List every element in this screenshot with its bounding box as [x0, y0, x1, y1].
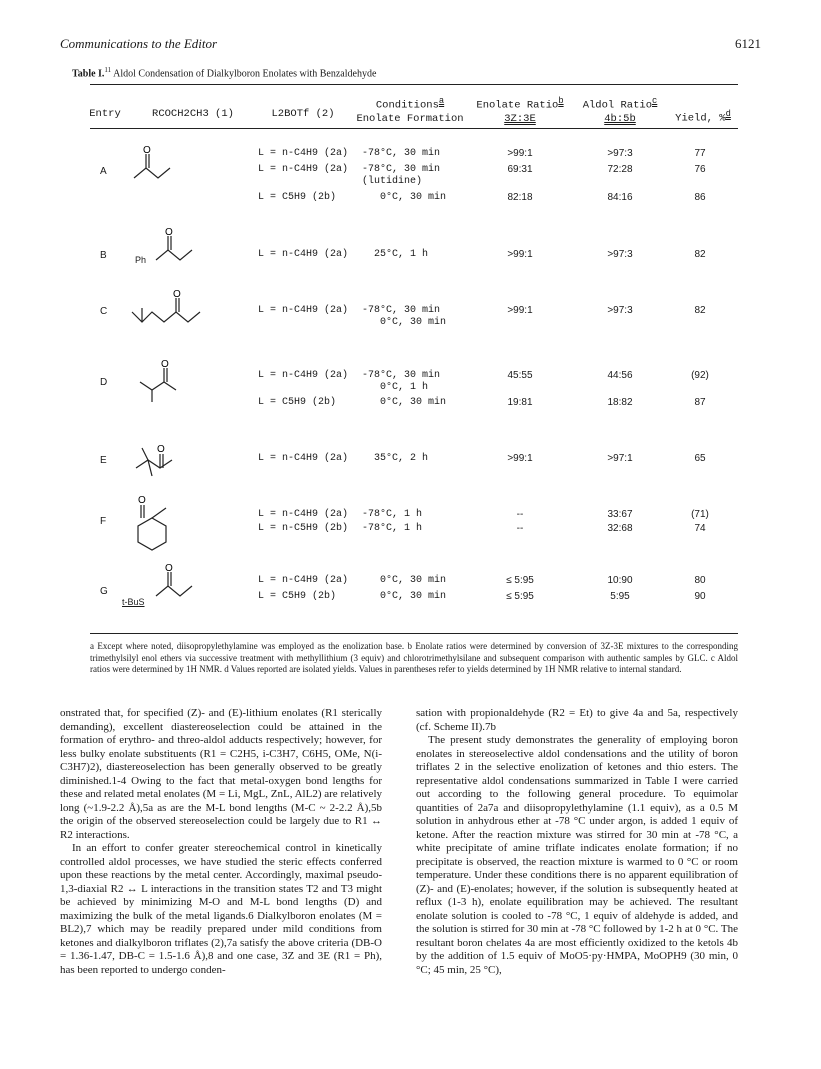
structure-label-tbus: t-BuS — [122, 597, 145, 607]
conditions-cell: 0°C, 30 min — [380, 192, 447, 203]
entry-label: C — [100, 306, 108, 317]
body-paragraph: The present study demonstrates the generality of employing boron enolates in stereoselective aldol condensations and the utility of boron triflates 2 in the selective enolization of ketones and thio esters. The representative aldol condensations summarized in Table I were carried out according to the following general procedure. To equimolar quantities of 2a7a and diisopropylethylamine (1.1 equiv), as a 0.5 M solution in anhydrous ether at -78 °C under argon, is added 1 equiv of ketone. After the reaction mixture was stirred for 30 min at -78 °C, a white precipitate of amine triflate indicates enolate formation; if no precipitate is observed, the reaction mixture is warmed to 0 °C or room temperature. Under these conditions there is no apparent equilibration of (Z)- and (E)-enolates; however, if the solution is subsequently heated at reflux (1-3 h), enolate equilibration may be achieved. The resultant enolate solution is cooled to -78 °C, 1 equiv of aldehyde is added, and the solution is stirred for 30 min at -78 °C followed by 1-2 h at 0 °C. The resultant boron chelates 4a are most efficiently oxidized to the ketols 4b by the addition of 1.5 equiv of MoO5·py·HMPA, MoOPH9 (30 min, 0 °C; 45 min, 25 °C), — [416, 734, 738, 976]
col-conditions: Conditions$^a$ Enolate Formation — [356, 96, 464, 125]
aldol-ratio-cell: 32:68 — [607, 523, 633, 534]
table-top-rule — [90, 84, 738, 85]
conditions-cell: -78°C, 30 min — [362, 148, 441, 159]
enolate-ratio-cell: 19:81 — [507, 397, 533, 408]
conditions-note-cell: 0°C, 1 h — [380, 382, 429, 393]
reagent-cell: L = n-C4H9 (2a) — [258, 249, 349, 260]
svg-text:O: O — [165, 227, 173, 238]
yield-cell: 87 — [694, 397, 706, 408]
body-paragraph: In an effort to confer greater stereochemical control in kinetically controlled aldol processes, we have studied the steric effects conferred upon these reactions by the metal center. Accordingly, maximal pseudo-1,3-diaxial R2 ↔ L interactions in the transition states T2 and T3 might be achieved by minimizing M-O and M-L bond lengths (D) and maximizing the bulk of the metal ligands.6 Dialkylboron enolates (M = BL2),7 which may be readily prepared under mild conditions from ketones and dialkylboron triflates (2),7a satisfy the above criteria (DB-O = 1.36-1.47, DB-C = 1.5-1.6 Å),8 and one case, 3Z and 3E (R1 = Ph), has been reported to undergo conden- — [60, 842, 382, 976]
conditions-cell: -78°C, 30 min — [362, 164, 441, 175]
conditions-cell: -78°C, 30 min — [362, 305, 441, 316]
enolate-ratio-cell: >99:1 — [507, 453, 533, 464]
body-paragraph: sation with propionaldehyde (R2 = Et) to give 4a and 5a, respectively (cf. Scheme II).7b — [416, 707, 738, 733]
enolate-ratio-cell: >99:1 — [507, 249, 533, 260]
yield-cell: 90 — [694, 591, 706, 602]
reagent-cell: L = C5H9 (2b) — [258, 591, 337, 602]
col-reagent: L2BOTf (2) — [271, 108, 335, 120]
reagent-cell: L = n-C4H9 (2a) — [258, 453, 349, 464]
ketone-structure-d — [138, 359, 198, 409]
reagent-cell: L = C5H9 (2b) — [258, 397, 337, 408]
body-left-column — [60, 707, 382, 977]
yield-cell: 82 — [694, 249, 706, 260]
ketone-structure-c — [130, 290, 210, 335]
enolate-ratio-cell: -- — [516, 509, 524, 520]
ketone-structure-a — [132, 146, 192, 191]
yield-cell: 80 — [694, 575, 706, 586]
page-number: 6121 — [735, 36, 761, 51]
enolate-ratio-cell: >99:1 — [507, 305, 533, 316]
entry-label: E — [100, 455, 107, 466]
conditions-cell: -78°C, 30 min — [362, 370, 441, 381]
conditions-cell: 35°C, 2 h — [374, 453, 429, 464]
enolate-ratio-cell: -- — [516, 523, 524, 534]
svg-text:O: O — [157, 444, 165, 455]
aldol-ratio-cell: 84:16 — [607, 192, 633, 203]
conditions-cell: 25°C, 1 h — [374, 249, 429, 260]
aldol-ratio-cell: >97:3 — [607, 305, 633, 316]
ketone-structure-g — [148, 563, 208, 611]
svg-text:O: O — [173, 289, 181, 300]
conditions-cell: 0°C, 30 min — [380, 591, 447, 602]
col-enolate-ratio: Enolate Ratio$^b$ 3Z:3E — [476, 96, 564, 125]
svg-text:O: O — [138, 495, 146, 506]
svg-text:O: O — [161, 359, 169, 370]
aldol-ratio-cell: 33:67 — [607, 509, 633, 520]
table-bottom-rule — [90, 633, 738, 634]
conditions-cell: -78°C, 1 h — [362, 509, 423, 520]
aldol-ratio-cell: 72:28 — [607, 164, 633, 175]
body-right-column — [416, 707, 738, 977]
enolate-ratio-cell: ≤ 5:95 — [506, 575, 534, 586]
svg-text:O: O — [165, 563, 173, 574]
reagent-cell: L = n-C5H9 (2b) — [258, 523, 349, 534]
structure-label-ph: Ph — [135, 255, 147, 265]
reagent-cell: L = n-C4H9 (2a) — [258, 164, 349, 175]
enolate-ratio-cell: 82:18 — [507, 192, 533, 203]
yield-cell: 76 — [694, 164, 706, 175]
yield-cell: 74 — [694, 523, 706, 534]
yield-cell: 82 — [694, 305, 706, 316]
ketone-structure-b — [148, 227, 208, 275]
entry-label: F — [100, 516, 107, 527]
entry-label: G — [100, 586, 108, 597]
yield-cell: 65 — [694, 453, 706, 464]
enolate-ratio-cell: 45:55 — [507, 370, 533, 381]
ketone-structure-f — [132, 494, 182, 561]
reagent-cell: L = n-C4H9 (2a) — [258, 509, 349, 520]
table-caption-label: Table I. — [72, 68, 105, 80]
table-caption-text: Aldol Condensation of Dialkylboron Enolates with Benzaldehyde — [111, 68, 377, 80]
yield-cell: 77 — [694, 148, 706, 159]
aldol-ratio-cell: 10:90 — [607, 575, 633, 586]
entry-label: B — [100, 250, 107, 261]
col-yield: Yield, %$^d$ — [675, 109, 731, 125]
table-footnotes: a Except where noted, diisopropylethylamine was employed as the enolization base. b Enolate ratios were determined by conversion of 3Z-3E mixtures to the corresponding trimethylsilyl enol ethers via successive treatment with methyllithium (3 equiv) and chlorotrimethylsilane and subsequent comparison with authentic samples by GLC. c Aldol ratios were determined by 1H NMR. d Values reported are isolated yields. Values in parentheses refer to yields determined by 1H NMR relative to internal standard. — [90, 641, 738, 674]
reagent-cell: L = n-C4H9 (2a) — [258, 575, 349, 586]
entry-label: D — [100, 377, 108, 388]
conditions-cell: -78°C, 1 h — [362, 523, 423, 534]
aldol-ratio-cell: 18:82 — [607, 397, 633, 408]
col-entry: Entry — [89, 108, 121, 120]
table-header-rule — [90, 128, 738, 129]
aldol-ratio-cell: >97:3 — [607, 249, 633, 260]
enolate-ratio-cell: 69:31 — [507, 164, 533, 175]
yield-cell: (92) — [691, 370, 709, 381]
conditions-cell: 0°C, 30 min — [380, 397, 447, 408]
aldol-ratio-cell: 44:56 — [607, 370, 633, 381]
yield-cell: 86 — [694, 192, 706, 203]
table-caption — [72, 66, 376, 79]
yield-cell: (71) — [691, 509, 709, 520]
table-caption-ref: 11 — [104, 66, 112, 74]
body-paragraph: onstrated that, for specified (Z)- and (E)-lithium enolates (R1 sterically demanding), excellent diastereoselection could be attained in the formation of erythro- and threo-aldol adducts respectively; however, for less bulky enolate substituents (R1 = C2H5, i-C3H7, C6H5, OMe, N(i-C3H7)2), diastereoselection has been generally observed to be greatly diminished.1-4 Owing to the fact that metal-oxygen bond lengths for these and related metal enolates (M = Li, MgL, ZnL, AlL2) are relatively long (~1.9-2.2 Å),5a as are the M-L bond lengths (M-C ~ 2-2.2 Å),5b the origin of the observed stereoselection could be largely due to R1 ↔ R2 interactions. — [60, 707, 382, 841]
aldol-ratio-cell: >97:1 — [607, 453, 633, 464]
col-aldol-ratio: Aldol Ratio$^c$ 4b:5b — [582, 96, 658, 125]
enolate-ratio-cell: >99:1 — [507, 148, 533, 159]
reagent-cell: L = n-C4H9 (2a) — [258, 305, 349, 316]
conditions-note-cell: (lutidine) — [362, 176, 423, 187]
reagent-cell: L = n-C4H9 (2a) — [258, 370, 349, 381]
aldol-ratio-cell: 5:95 — [610, 591, 630, 602]
entry-label: A — [100, 166, 107, 177]
reagent-cell: L = n-C4H9 (2a) — [258, 148, 349, 159]
reagent-cell: L = C5H9 (2b) — [258, 192, 337, 203]
enolate-ratio-cell: ≤ 5:95 — [506, 591, 534, 602]
svg-text:O: O — [143, 145, 151, 156]
journal-section-title: Communications to the Editor — [60, 36, 218, 51]
conditions-cell: 0°C, 30 min — [380, 575, 447, 586]
conditions-note-cell: 0°C, 30 min — [380, 317, 447, 328]
aldol-ratio-cell: >97:3 — [607, 148, 633, 159]
ketone-structure-e — [132, 440, 192, 487]
col-ketone: RCOCH2CH3 (1) — [152, 108, 234, 120]
